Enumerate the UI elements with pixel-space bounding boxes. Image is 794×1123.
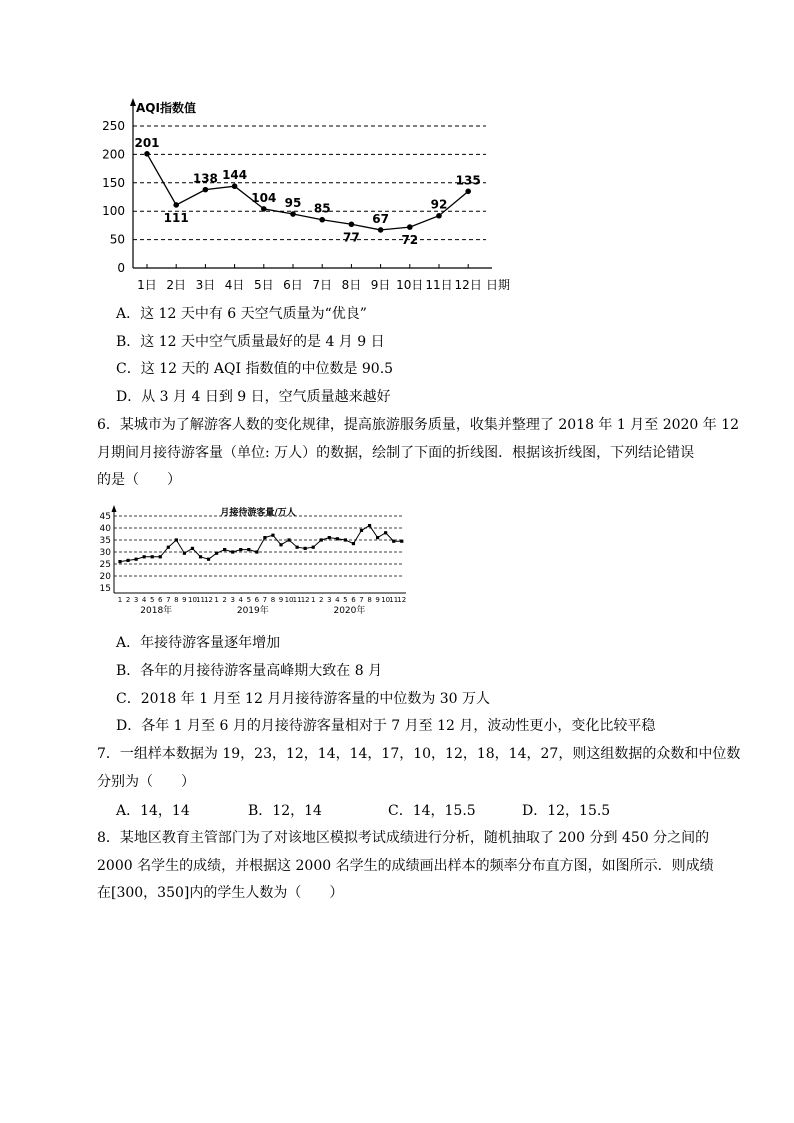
tourist-data-point	[376, 536, 379, 539]
aqi-y-title: AQI指数值	[136, 101, 196, 115]
tourist-data-point	[255, 550, 258, 553]
tourist-data-point	[400, 540, 403, 543]
tourist-data-point	[336, 537, 339, 540]
tourist-y-arrow	[112, 505, 117, 512]
q6-stem-line-1: 6．某城市为了解游客人数的变化规律，提高旅游服务质量，收集并整理了 2018 年 1 月至 2020 年 12	[97, 417, 740, 433]
aqi-series-line	[147, 154, 468, 230]
aqi-x-tick-label: 3日	[195, 278, 216, 292]
tourist-month-label: 4	[238, 596, 243, 604]
tourist-month-label: 1	[117, 596, 123, 604]
tourist-data-point	[247, 548, 250, 551]
aqi-ytick-label: 150	[102, 175, 125, 190]
tourist-data-point	[360, 529, 363, 532]
aqi-data-point	[173, 202, 179, 208]
tourist-data-point	[135, 558, 138, 561]
q7-option-c: C．14，15.5	[388, 803, 476, 819]
aqi-ytick-label: 100	[102, 204, 125, 219]
tourist-month-label: 9	[375, 596, 380, 604]
tourist-month-label: 6	[254, 596, 260, 604]
tourist-data-point	[352, 542, 355, 545]
aqi-x-tick-label: 7日	[312, 278, 333, 292]
aqi-data-point	[349, 221, 355, 227]
tourist-data-point	[271, 534, 274, 537]
q6-option-c: C．2018 年 1 月至 12 月月接待游客量的中位数为 30 万人	[116, 691, 491, 707]
tourist-month-label: 8	[174, 596, 179, 604]
aqi-x-tick-label: 6日	[283, 278, 303, 292]
tourist-month-label: 2	[319, 596, 324, 604]
tourist-data-point	[279, 543, 282, 546]
q8-stem-line-3: 在[300，350]内的学生人数为（ ）	[97, 885, 344, 901]
tourist-data-point	[312, 546, 315, 549]
tourist-month-label: 4	[141, 596, 147, 604]
tourist-data-point	[183, 552, 186, 555]
aqi-data-point	[261, 206, 267, 212]
q5-option-d: D．从 3 月 4 日到 9 日，空气质量越来越好	[116, 389, 391, 405]
aqi-x-tick-label: 11日	[425, 278, 453, 292]
aqi-x-tick-label: 5日	[253, 278, 274, 292]
q6-stem-line-3: 的是（ ）	[97, 472, 181, 488]
tourist-data-point	[344, 538, 347, 541]
tourist-month-label: 10	[284, 596, 294, 604]
aqi-x-tick-label: 10日	[396, 278, 424, 292]
tourist-data-point	[151, 555, 154, 558]
tourist-data-point	[199, 555, 202, 558]
tourist-month-label: 5	[246, 596, 252, 604]
tourist-year-label: 2020年	[333, 606, 366, 616]
tourist-data-point	[287, 538, 290, 541]
tourist-month-label: 3	[133, 596, 139, 604]
aqi-data-point	[203, 187, 209, 193]
aqi-ytick-label: 0	[117, 261, 125, 275]
tourist-ytick-label: 45	[99, 512, 111, 522]
tourist-series-line	[120, 526, 402, 562]
tourist-month-label: 1	[310, 596, 316, 604]
q7-option-d: D．12，15.5	[522, 803, 611, 819]
aqi-ytick-label: 250	[102, 119, 125, 133]
aqi-ytick-label: 200	[102, 147, 125, 162]
aqi-data-point	[378, 227, 384, 233]
tourist-month-label: 8	[270, 596, 276, 604]
tourist-year-label: 2019年	[236, 606, 269, 616]
tourist-year-label: 2018年	[140, 606, 173, 616]
aqi-data-point	[232, 183, 238, 189]
aqi-data-label: 85	[313, 201, 331, 216]
tourist-ytick-label: 30	[99, 548, 111, 558]
tourist-data-point	[384, 531, 387, 534]
tourist-data-point	[215, 552, 218, 555]
aqi-x-tick-label: 1日	[137, 278, 157, 292]
q7-option-b: B．12，14	[248, 803, 322, 819]
aqi-data-label: 135	[455, 173, 481, 188]
tourist-ytick-label: 15	[99, 584, 111, 594]
tourist-data-point	[159, 555, 162, 558]
tourist-data-point	[263, 536, 266, 539]
aqi-data-label: 67	[372, 211, 389, 226]
aqi-x-tick-label: 2日	[166, 278, 187, 292]
tourist-month-label: 6	[158, 596, 163, 604]
tourist-month-label: 2	[125, 596, 131, 604]
tourist-data-point	[239, 548, 242, 551]
tourist-month-label: 7	[359, 596, 364, 604]
aqi-data-label: 104	[251, 190, 277, 205]
tourist-month-label: 12	[300, 596, 310, 604]
tourist-month-label: 3	[327, 596, 332, 604]
tourist-ytick-label: 20	[99, 572, 111, 582]
tourist-month-label: 10	[381, 596, 391, 604]
tourist-month-label: 3	[230, 596, 235, 604]
tourist-month-label: 10	[187, 596, 197, 604]
aqi-ytick-label: 50	[109, 232, 125, 247]
q6-stem-line-2: 月期间月接待游客量（单位: 万人）的数据，绘制了下面的折线图．根据该折线图，下列结论错误	[97, 445, 695, 461]
tourist-ytick-label: 35	[99, 536, 111, 546]
tourist-data-point	[304, 547, 307, 550]
tourist-chart-title: 月接待游客量/万人	[220, 508, 296, 518]
tourist-month-label: 7	[262, 596, 268, 604]
q8-stem-line-1: 8．某地区教育主管部门为了对该地区模拟考试成绩进行分析，随机抽取了 200 分到 450 分之间的	[97, 830, 710, 846]
aqi-data-label: 111	[163, 210, 189, 225]
aqi-data-point	[290, 211, 296, 217]
q6-option-d: D．各年 1 月至 6 月的月接待游客量相对于 7 月至 12 月，波动性更小，变化比较平稳	[116, 718, 656, 734]
tourist-month-label: 9	[182, 596, 187, 604]
q7-stem-line-2: 分别为（ ）	[97, 774, 195, 790]
tourist-data-point	[368, 524, 371, 527]
tourist-data-point	[167, 546, 170, 549]
aqi-data-point	[436, 213, 442, 219]
tourist-month-label: 12	[204, 596, 214, 604]
aqi-data-label: 138	[192, 171, 218, 186]
tourist-month-label: 5	[343, 596, 348, 604]
tourist-data-point	[392, 540, 395, 543]
tourist-month-label: 1	[214, 596, 219, 604]
tourist-month-label: 8	[367, 596, 372, 604]
aqi-line-chart	[0, 0, 794, 300]
aqi-data-point	[144, 151, 150, 157]
tourist-data-point	[296, 546, 299, 549]
tourist-data-point	[231, 550, 234, 553]
aqi-data-label: 144	[222, 168, 248, 183]
aqi-x-title: 日期	[486, 278, 511, 292]
aqi-data-point	[407, 224, 413, 230]
tourist-month-label: 11	[196, 596, 205, 604]
q7-stem-line-1: 7．一组样本数据为 19，23，12，14，14，17，10，12，18，14，27，则这组数据的众数和中位数	[97, 746, 741, 762]
tourist-data-point	[207, 558, 210, 561]
q5-option-b: B．这 12 天中空气质量最好的是 4 月 9 日	[116, 334, 385, 350]
tourist-data-point	[223, 548, 226, 551]
tourist-month-label: 4	[335, 596, 340, 604]
aqi-data-label: 201	[134, 135, 160, 150]
aqi-data-label: 95	[284, 196, 302, 211]
tourist-month-label: 9	[278, 596, 284, 604]
q5-option-c: C．这 12 天的 AQI 指数值的中位数是 90.5	[116, 361, 394, 377]
aqi-data-label: 72	[401, 233, 419, 248]
aqi-x-tick-label: 8日	[341, 278, 362, 292]
tourist-ytick-label: 25	[99, 560, 111, 570]
tourist-data-point	[320, 538, 323, 541]
tourist-month-label: 11	[292, 596, 302, 604]
tourist-month-label: 7	[166, 596, 171, 604]
tourist-data-point	[175, 538, 178, 541]
tourist-month-label: 5	[149, 596, 155, 604]
tourist-month-label: 2	[222, 596, 227, 604]
aqi-data-point	[465, 189, 471, 195]
tourist-data-point	[126, 559, 129, 562]
q5-option-a: A．这 12 天中有 6 天空气质量为“优良”	[116, 306, 367, 322]
tourist-data-point	[143, 555, 146, 558]
tourist-month-label: 12	[397, 596, 407, 604]
aqi-x-tick-label: 4日	[224, 278, 245, 292]
tourist-month-label: 6	[351, 596, 356, 604]
tourist-data-point	[191, 547, 194, 550]
tourist-data-point	[118, 560, 121, 563]
aqi-data-point	[319, 217, 325, 223]
tourist-data-point	[328, 536, 331, 539]
tourist-ytick-label: 40	[99, 524, 111, 534]
q6-option-a: A．年接待游客量逐年增加	[116, 635, 281, 651]
tourist-line-chart	[0, 495, 794, 625]
aqi-data-label: 92	[430, 197, 448, 212]
aqi-x-tick-label: 9日	[370, 278, 391, 292]
aqi-x-tick-label: 12日	[454, 278, 482, 292]
tourist-month-label: 11	[389, 596, 399, 604]
q6-option-b: B．各年的月接待游客量高峰期大致在 8 月	[116, 663, 383, 679]
q7-option-a: A．14，14	[116, 803, 190, 819]
aqi-data-label: 77	[343, 230, 360, 245]
q8-stem-line-2: 2000 名学生的成绩，并根据这 2000 名学生的成绩画出样本的频率分布直方图，如图所示．则成绩	[97, 858, 714, 874]
